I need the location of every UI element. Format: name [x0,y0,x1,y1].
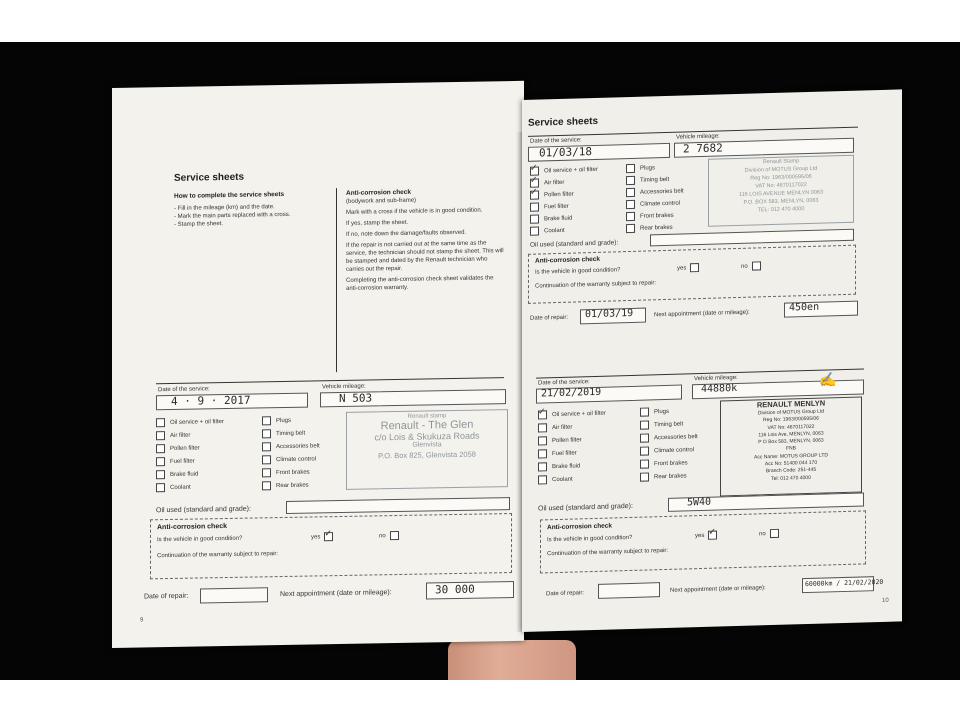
r1-ac-no[interactable] [741,260,766,272]
r1-oil-label: Oil used (standard and grade): [530,239,619,249]
checkbox[interactable] [538,475,547,484]
r2-ac-question: Is the vehicle in good condition? [547,534,633,544]
howto-line: - Mark the main parts replaced with a cross. [174,211,291,220]
stamp-line: Glenvista [412,441,442,449]
r1-ac-continuation: Continuation of the warranty subject to repair: [535,280,657,290]
stamp-line: VAT No: 4670117022 [755,182,807,190]
checkbox[interactable] [626,164,635,173]
r1-checkbox-plugs[interactable] [626,162,655,174]
r2-ac-no[interactable] [759,528,784,540]
r2-next-field[interactable] [802,576,884,593]
r1-checkbox-coolant[interactable] [530,225,565,237]
checkbox-label: Coolant [544,227,565,234]
checkbox-label: Plugs [640,164,656,172]
r2-checkbox-timing[interactable] [640,418,683,430]
checkbox[interactable] [538,436,547,445]
signature-mark: ✍ [819,371,837,388]
stamp-line: Reg No: 1963/000595/06 [763,416,819,424]
checkbox-label: Pollen filter [552,436,582,444]
checkbox-label: Accessories belt [654,433,698,441]
r2-checkbox-air[interactable] [538,422,572,434]
yes-checkbox[interactable] [708,531,717,540]
anticorr-p5: Completing the anti-corrosion check sheet validates the anti-corrosion warranty. [346,275,494,292]
r2-oil-field[interactable] [668,492,864,511]
stamp-line: Division of MOTUS Group Ltd [757,408,825,417]
r2-checkbox-oil[interactable] [538,408,606,421]
checkbox[interactable] [156,431,165,440]
left-ac-no[interactable] [379,530,404,541]
no-label: no [759,530,766,537]
r2-checkbox-pollen[interactable] [538,434,582,446]
left-ac-question: Is the vehicle in good condition? [157,535,243,544]
left-page-title: Service sheets [174,171,245,184]
right-page-title: Service sheets [528,115,599,129]
no-checkbox[interactable] [752,261,761,270]
stamp-line: Reg No: 1963/000595/06 [750,173,812,182]
holding-arm [448,640,576,680]
left-ac-yes[interactable] [311,531,338,542]
r2-checkbox-plugs[interactable] [640,406,669,418]
r1-repair-field[interactable] [580,308,646,325]
checkbox[interactable] [640,472,649,481]
stamp-line: Renault stamp [407,413,447,420]
left-checkbox-coolant[interactable] [156,482,191,494]
checkbox-label: Accessories belt [276,442,320,450]
r2-checkbox-brake[interactable] [538,460,580,472]
checkbox-label: Rear brakes [640,224,673,232]
r2-oil-value: 5W40 [687,496,712,509]
r1-next-value: 450en [789,301,820,314]
howto-heading: How to complete the service sheets [174,190,285,200]
r1-checkbox-timing[interactable] [626,174,669,186]
r1-mileage-label: Vehicle mileage: [676,133,720,141]
stamp-line: P.O. Box 825, Glenvista 2058 [378,449,476,461]
anticorr-p4: If the repair is not carried out at the same time as the service, the technician should not stamp the sheet. This will be stamped and dated by the Renault technician who carries out the repair. [346,240,504,273]
checkbox[interactable] [262,455,271,464]
r2-repair-field[interactable] [598,582,660,599]
left-checkbox-plugs[interactable] [262,415,291,427]
checkbox-label: Brake fluid [552,462,581,470]
r2-dealer-stamp [720,397,862,497]
stamp-line: RENAULT MENLYN [756,398,826,410]
left-checkbox-rear-brakes[interactable] [262,480,309,492]
r2-checkbox-fuel[interactable] [538,447,577,459]
checkbox[interactable] [530,203,539,212]
checkbox-label: Brake fluid [544,215,573,222]
checkbox-label: Pollen filter [544,191,574,198]
checkbox[interactable] [262,468,271,477]
checkbox[interactable] [262,442,271,451]
checkbox[interactable] [626,200,635,209]
checkbox[interactable] [640,420,649,429]
stamp-line: VAT No: 4670117022 [767,423,815,431]
stamp-line: Branch Code: 251-445 [765,467,817,475]
left-page [112,81,524,648]
checkbox-label: Climate control [654,446,695,454]
r1-date-field[interactable] [528,143,670,162]
checkbox-label: Air filter [552,424,573,431]
r2-ac-continuation: Continuation of the warranty subject to repair: [547,547,669,558]
stamp-line: Tel: 012 470 4000 [771,474,811,482]
r2-checkbox-accessories[interactable] [640,431,698,444]
no-label: no [741,263,748,270]
left-date-field[interactable] [156,393,308,411]
left-checkbox-air[interactable] [156,430,190,442]
checkbox[interactable] [538,410,547,419]
checkbox-label: Fuel filter [544,203,569,210]
checkbox-label: Coolant [170,484,191,491]
left-checkbox-brake[interactable] [156,468,198,480]
left-form-top-rule [156,377,504,384]
left-checkbox-timing[interactable] [262,428,305,440]
yes-label: yes [677,264,687,272]
checkbox-label: Timing belt [654,420,684,428]
right-page [522,89,902,632]
left-checkbox-pollen[interactable] [156,442,200,454]
r1-ac-yes[interactable] [677,262,704,274]
r1-repair-label: Date of repair: [530,314,569,322]
checkbox-label: Front brakes [276,469,310,476]
anticorr-p3: If no, note down the damage/faults observed. [346,229,467,238]
r2-anticorr-box [540,510,866,573]
r1-next-label: Next appointment (date or mileage): [654,309,750,319]
howto-line: - Fill in the mileage (km) and the date. [174,204,275,212]
left-date-value: 4 · 9 · 2017 [171,393,251,408]
checkbox[interactable] [640,433,649,442]
left-anticorr-box [150,513,512,579]
left-ac-title: Anti-corrosion check [157,522,228,532]
checkbox[interactable] [530,227,539,236]
r1-ac-title: Anti-corrosion check [535,255,601,265]
anticorr-p2: If yes, stamp the sheet. [346,219,409,227]
left-repair-label: Date of repair: [144,592,189,601]
howto-list [174,202,339,229]
checkbox[interactable] [156,483,165,492]
yes-checkbox[interactable] [324,532,333,541]
checkbox[interactable] [626,176,635,185]
stamp-line: Acc No: 51400 044 170 [764,459,818,468]
checkbox[interactable] [262,416,271,425]
left-oil-field[interactable] [286,497,510,514]
checkbox[interactable] [530,215,539,224]
checkbox[interactable] [530,191,539,200]
left-ac-continuation: Continuation of the warranty subject to repair: [157,551,279,560]
r1-dealer-stamp [708,155,854,227]
r1-checkbox-front-brakes[interactable] [626,210,674,222]
checkbox-label: Timing belt [640,176,670,184]
checkbox[interactable] [262,429,271,438]
r2-checkbox-climate[interactable] [640,444,694,457]
no-checkbox[interactable] [770,529,779,538]
checkbox-label: Brake fluid [170,470,199,478]
checkbox-label: Oil service + oil filter [544,166,598,174]
r1-checkbox-rear-brakes[interactable] [626,222,673,234]
left-mileage-label: Vehicle mileage: [322,383,366,391]
r1-checkbox-accessories[interactable] [626,185,684,198]
checkbox-label: Fuel filter [552,449,577,457]
left-checkbox-oil[interactable] [156,416,224,428]
checkbox[interactable] [538,462,547,471]
left-checkbox-fuel[interactable] [156,456,195,468]
checkbox-label: Plugs [654,408,670,415]
yes-label: yes [695,532,705,539]
checkbox[interactable] [538,449,547,458]
checkbox[interactable] [626,212,635,221]
checkbox-label: Coolant [552,476,573,483]
r1-next-field[interactable] [784,301,858,318]
checkbox[interactable] [640,407,649,416]
left-date-label: Date of the service: [158,386,210,394]
r2-mileage-label: Vehicle mileage: [694,374,738,383]
stamp-line: c/o Lois & Skukuza Roads [374,430,480,443]
yes-checkbox[interactable] [690,263,699,272]
checkbox-label: Plugs [276,417,292,424]
r1-checkbox-fuel[interactable] [530,201,569,213]
stamp-line: 116 Lois Ave, MENLYN, 0063 [758,430,824,439]
anticorr-p1: Mark with a cross if the vehicle is in good condition. [346,207,483,216]
checkbox[interactable] [156,457,165,466]
left-mileage-value: N 503 [339,391,373,406]
checkbox-label: Climate control [640,200,681,208]
checkbox-label: Front brakes [640,212,674,220]
r1-date-value: 01/03/18 [539,145,592,160]
stamp-line: Renault - The Glen [380,418,474,433]
r1-repair-value: 01/03/19 [585,307,634,321]
r1-oil-field[interactable] [650,229,854,247]
checkbox[interactable] [156,418,165,427]
r1-checkbox-oil[interactable] [530,164,598,177]
r1-checkbox-brake[interactable] [530,213,572,225]
r2-checkbox-coolant[interactable] [538,474,573,486]
left-checkbox-front-brakes[interactable] [262,467,310,479]
r2-checkbox-rear-brakes[interactable] [640,470,687,482]
stamp-line: Renault Stamp [762,158,800,166]
checkbox[interactable] [156,444,165,453]
no-label: no [379,532,386,539]
left-dealer-stamp [346,409,508,490]
checkbox-label: Pollen filter [170,444,200,452]
stamp-line: TEL: 012 470 4000 [757,206,805,214]
r2-mileage-value: 44880k [701,382,738,396]
yes-label: yes [311,533,321,541]
stamp-line: FNB [786,445,796,453]
checkbox-label: Timing belt [276,430,306,437]
r1-date-label: Date of the service: [530,137,582,145]
left-next-field[interactable] [426,581,514,600]
anticorr-text [346,195,504,293]
checkbox-label: Air filter [544,179,565,186]
r2-ac-yes[interactable] [695,529,722,541]
checkbox[interactable] [626,224,635,233]
stamp-line: Division of MOTUS Group Ltd [744,165,818,174]
right-page-number: 10 [882,597,889,604]
r2-next-value: 60000km / 21/02/2020 [805,577,884,589]
left-next-value: 30 000 [435,582,475,597]
checkbox-label: Accessories belt [640,187,684,196]
checkbox-label: Oil service + oil filter [170,418,224,426]
left-repair-field[interactable] [200,587,268,603]
r2-checkbox-front-brakes[interactable] [640,457,688,469]
checkbox[interactable] [538,423,547,432]
stamp-line: P.O. BOX 583, MENLYN, 0063 [743,197,819,206]
no-checkbox[interactable] [390,531,399,540]
r2-date-value: 21/02/2019 [541,386,602,400]
r1-checkbox-climate[interactable] [626,198,680,211]
stamp-line: P O Box 583, MENLYN, 0063 [758,437,824,446]
checkbox-label: Oil service + oil filter [552,410,606,418]
checkbox[interactable] [640,459,649,468]
checkbox[interactable] [626,188,635,197]
checkbox[interactable] [262,481,271,490]
r2-repair-label: Date of repair: [546,590,585,598]
r1-checkbox-pollen[interactable] [530,189,574,201]
checkbox[interactable] [640,446,649,455]
left-mileage-field[interactable] [320,389,506,407]
checkbox-label: Front brakes [654,459,688,467]
checkbox-label: Rear brakes [654,472,687,480]
anticorr-heading: Anti-corrosion check [346,188,412,197]
checkbox-label: Rear brakes [276,482,309,489]
r2-oil-label: Oil used (standard and grade): [538,502,633,513]
stamp-line: 116 LOIS AVENUE MENLYN 0063 [738,189,824,198]
left-oil-label: Oil used (standard and grade): [156,505,251,515]
left-next-label: Next appointment (date or mileage): [280,589,392,599]
r1-anticorr-box [528,245,856,304]
checkbox[interactable] [156,470,165,479]
r1-ac-question: Is the vehicle in good condition? [535,267,621,276]
column-divider [336,188,337,372]
photo-background [0,42,960,680]
r2-date-label: Date of the service: [538,379,590,387]
checkbox-label: Climate control [276,455,317,463]
stamp-line: Acc Name: MOTUS GROUP LTD [754,452,828,461]
r1-mileage-value: 2 7682 [683,141,723,156]
left-checkbox-accessories[interactable] [262,440,320,452]
checkbox-label: Fuel filter [170,458,195,465]
r2-ac-title: Anti-corrosion check [547,522,613,532]
left-page-number: 9 [140,617,144,624]
r2-date-field[interactable] [536,385,682,404]
anticorr-sub: (bodywork and sub-frame) [346,197,417,205]
r2-next-label: Next appointment (date or mileage): [670,585,766,594]
left-checkbox-climate[interactable] [262,453,316,465]
howto-line: - Stamp the sheet. [174,221,224,228]
checkbox-label: Air filter [170,432,191,439]
